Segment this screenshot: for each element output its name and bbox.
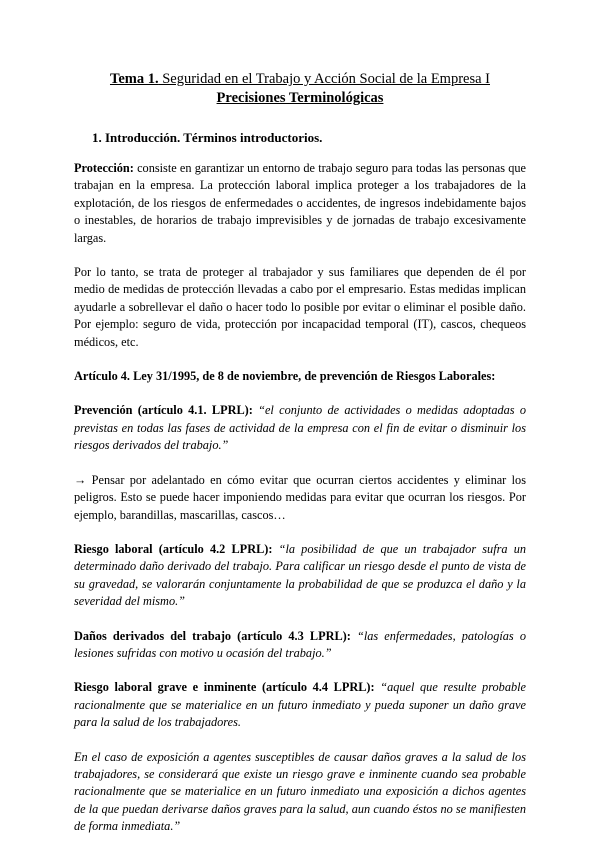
term-proteccion: Protección: [74,161,134,175]
paragraph-proteger: Por lo tanto, se trata de proteger al trabajador y sus familiares que dependen de él por medio de medidas de protección llevadas a cabo por el empresario. Estas medidas implican ayudarle a sobrellevar el daño o hacer todo lo posible por evitar o eliminar el posible daño. Por ejemplo: seguro de vida, protección por incapacidad temporal (IT), cascos, chequeos médicos, etc. [74,265,526,349]
paragraph-proteccion [74,160,526,247]
paragraph-exposicion: En el caso de exposición a agentes susceptibles de causar daños graves a la salud de los trabajadores, se considerará que existe un riesgo grave e inminente cuando sea probable racionalmente que se materialice en un futuro inmediato una exposición a dichos agentes de la que puedan derivarse daños graves para la salud, aun cuando éstos no se manifiesten de forma inmediata.” [74,749,526,834]
title-text: Seguridad en el Trabajo y Acción Social de la Empresa I [158,71,490,87]
paragraph-riesgo-grave [74,679,526,731]
definition-riesgo-grave: “aquel que resulte probable racionalmente que se materialice en un futuro inmediato y pueda suponer un daño grave para la salud de los trabajadores. [74,680,526,730]
article-heading: Artículo 4. Ley 31/1995, de 8 de noviembre, de prevención de Riesgos Laborales: [74,369,496,384]
term-prevencion: Prevención (artículo 4.1. LPRL): [74,403,253,418]
paragraph-danos [74,628,526,663]
term-riesgo-grave: Riesgo laboral grave e inminente (artículo 4.4 LPRL): [74,680,375,695]
section-heading: 1. Introducción. Términos introductorios. [92,130,323,145]
definition-danos: “las enfermedades, patologías o lesiones sufridas con motivo u ocasión del trabajo.” [74,628,526,660]
term-riesgo-laboral: Riesgo laboral (artículo 4.2 LPRL): [74,541,273,556]
definition-prevencion: “el conjunto de actividades o medidas adoptadas o previstas en todas las fases de actividad de la empresa con el fin de evitar o disminuir los riesgos derivados del trabajo.” [74,403,526,453]
document-subtitle: Precisiones Terminológicas [216,90,384,106]
document-title [74,70,526,89]
term-danos: Daños derivados del trabajo (artículo 4.3 LPRL): [74,628,351,643]
definition-riesgo-laboral: “la posibilidad de que un trabajador sufra un determinado daño derivado del trabajo. Para calificar un riesgo desde el punto de vista de su gravedad, se valorarán conjuntamente la probabilidad de que se produzca el daño y la severidad del mismo.” [74,541,526,609]
definition-proteccion: consiste en garantizar un entorno de trabajo seguro para todas las personas que trabajan en la empresa. La protección laboral implica proteger a los trabajadores de la explotación, de los riesgos de enfermedades o accidentes, de ingresos indebidamente bajos o inestables, de horarios de trabajo imprevisibles y de jornadas de trabajo excesivamente largas. [74,161,526,245]
paragraph-riesgo-laboral [74,541,526,611]
title-number: Tema 1. [109,71,159,87]
paragraph-arrow-note: → Pensar por adelantado en cómo evitar que ocurran ciertos accidentes y eliminar los peligros. Esto se puede hacer imponiendo medidas para evitar que ocurran los riesgos. Por ejemplo, barandillas, mascarillas, cascos… [74,472,526,522]
paragraph-prevencion [74,402,526,454]
